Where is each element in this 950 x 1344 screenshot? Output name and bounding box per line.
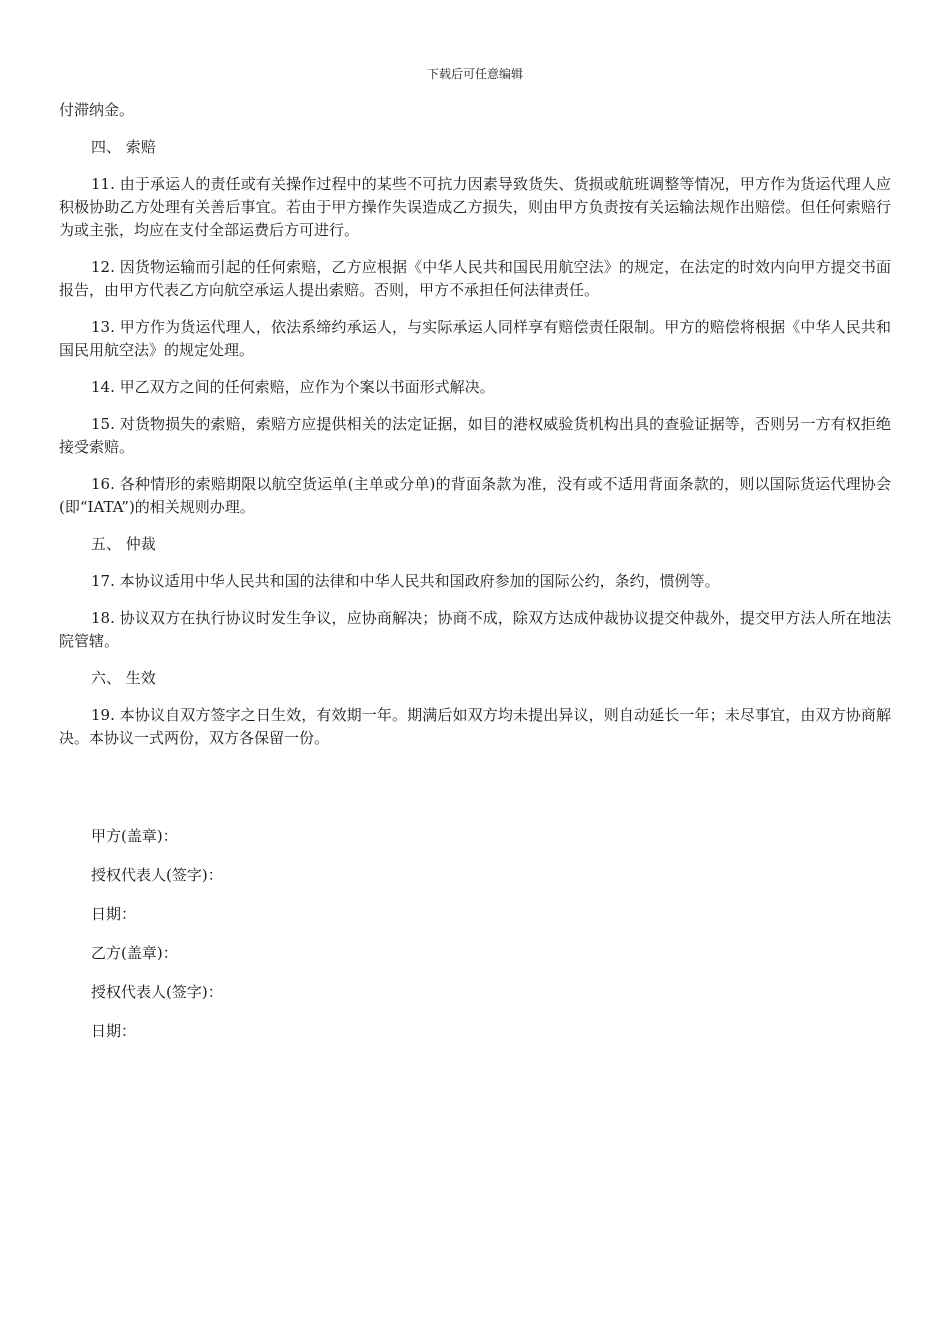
section-heading-effectiveness: 六、 生效 [91,669,156,687]
page-header: 下载后可任意编辑 [426,67,523,81]
section-heading-arbitration: 五、 仲裁 [91,535,156,553]
clause-19: 19. 本协议自双方签字之日生效，有效期一年。期满后如双方均未提出异议，则自动延长一年；未尽事宜，由双方协商解决。本协议一式两份，双方各保留一份。 [59,706,891,747]
party-b-seal-label: 乙方(盖章)： [91,944,178,962]
party-b-representative-label: 授权代表人(签字)： [91,983,223,1001]
party-a-seal-label: 甲方(盖章)： [91,827,178,845]
signature-block [91,825,223,1059]
clause-14: 14. 甲乙双方之间的任何索赔，应作为个案以书面形式解决。 [91,378,495,396]
clause-16: 16. 各种情形的索赔期限以航空货运单(主单或分单)的背面条款为准，没有或不适用背面条款的，则以国际货运代理协会(即“IATA”)的相关规则办理。 [59,475,891,516]
clause-12: 12. 因货物运输而引起的任何索赔，乙方应根据《中华人民共和国民用航空法》的规定，在法定的时效内向甲方提交书面报告，由甲方代表乙方向航空承运人提出索赔。否则，甲方不承担任何法律责任。 [59,258,891,299]
document-body [59,99,891,764]
clause-15: 15. 对货物损失的索赔，索赔方应提供相关的法定证据，如目的港权威验货机构出具的查验证据等，否则另一方有权拒绝接受索赔。 [59,415,891,456]
lead-text: 付滞纳金。 [59,101,135,119]
clause-17: 17. 本协议适用中华人民共和国的法律和中华人民共和国政府参加的国际公约，条约，惯例等。 [91,572,720,590]
clause-13: 13. 甲方作为货运代理人，依法系缔约承运人，与实际承运人同样享有赔偿责任限制。甲方的赔偿将根据《中华人民共和国民用航空法》的规定处理。 [59,318,891,359]
section-heading-claims: 四、 索赔 [91,138,156,156]
party-a-date-label: 日期： [91,905,137,923]
clause-18: 18. 协议双方在执行协议时发生争议，应协商解决；协商不成，除双方达成仲裁协议提交仲裁外，提交甲方法人所在地法院管辖。 [59,609,891,650]
party-b-date-label: 日期： [91,1022,137,1040]
clause-11: 11. 由于承运人的责任或有关操作过程中的某些不可抗力因素导致货失、货损或航班调整等情况，甲方作为货运代理人应积极协助乙方处理有关善后事宜。若由于甲方操作失误造成乙方损失，则由甲方负责按有关运输法规作出赔偿。但任何索赔行为或主张，均应在支付全部运费后方可进行。 [59,175,891,239]
party-a-representative-label: 授权代表人(签字)： [91,866,223,884]
